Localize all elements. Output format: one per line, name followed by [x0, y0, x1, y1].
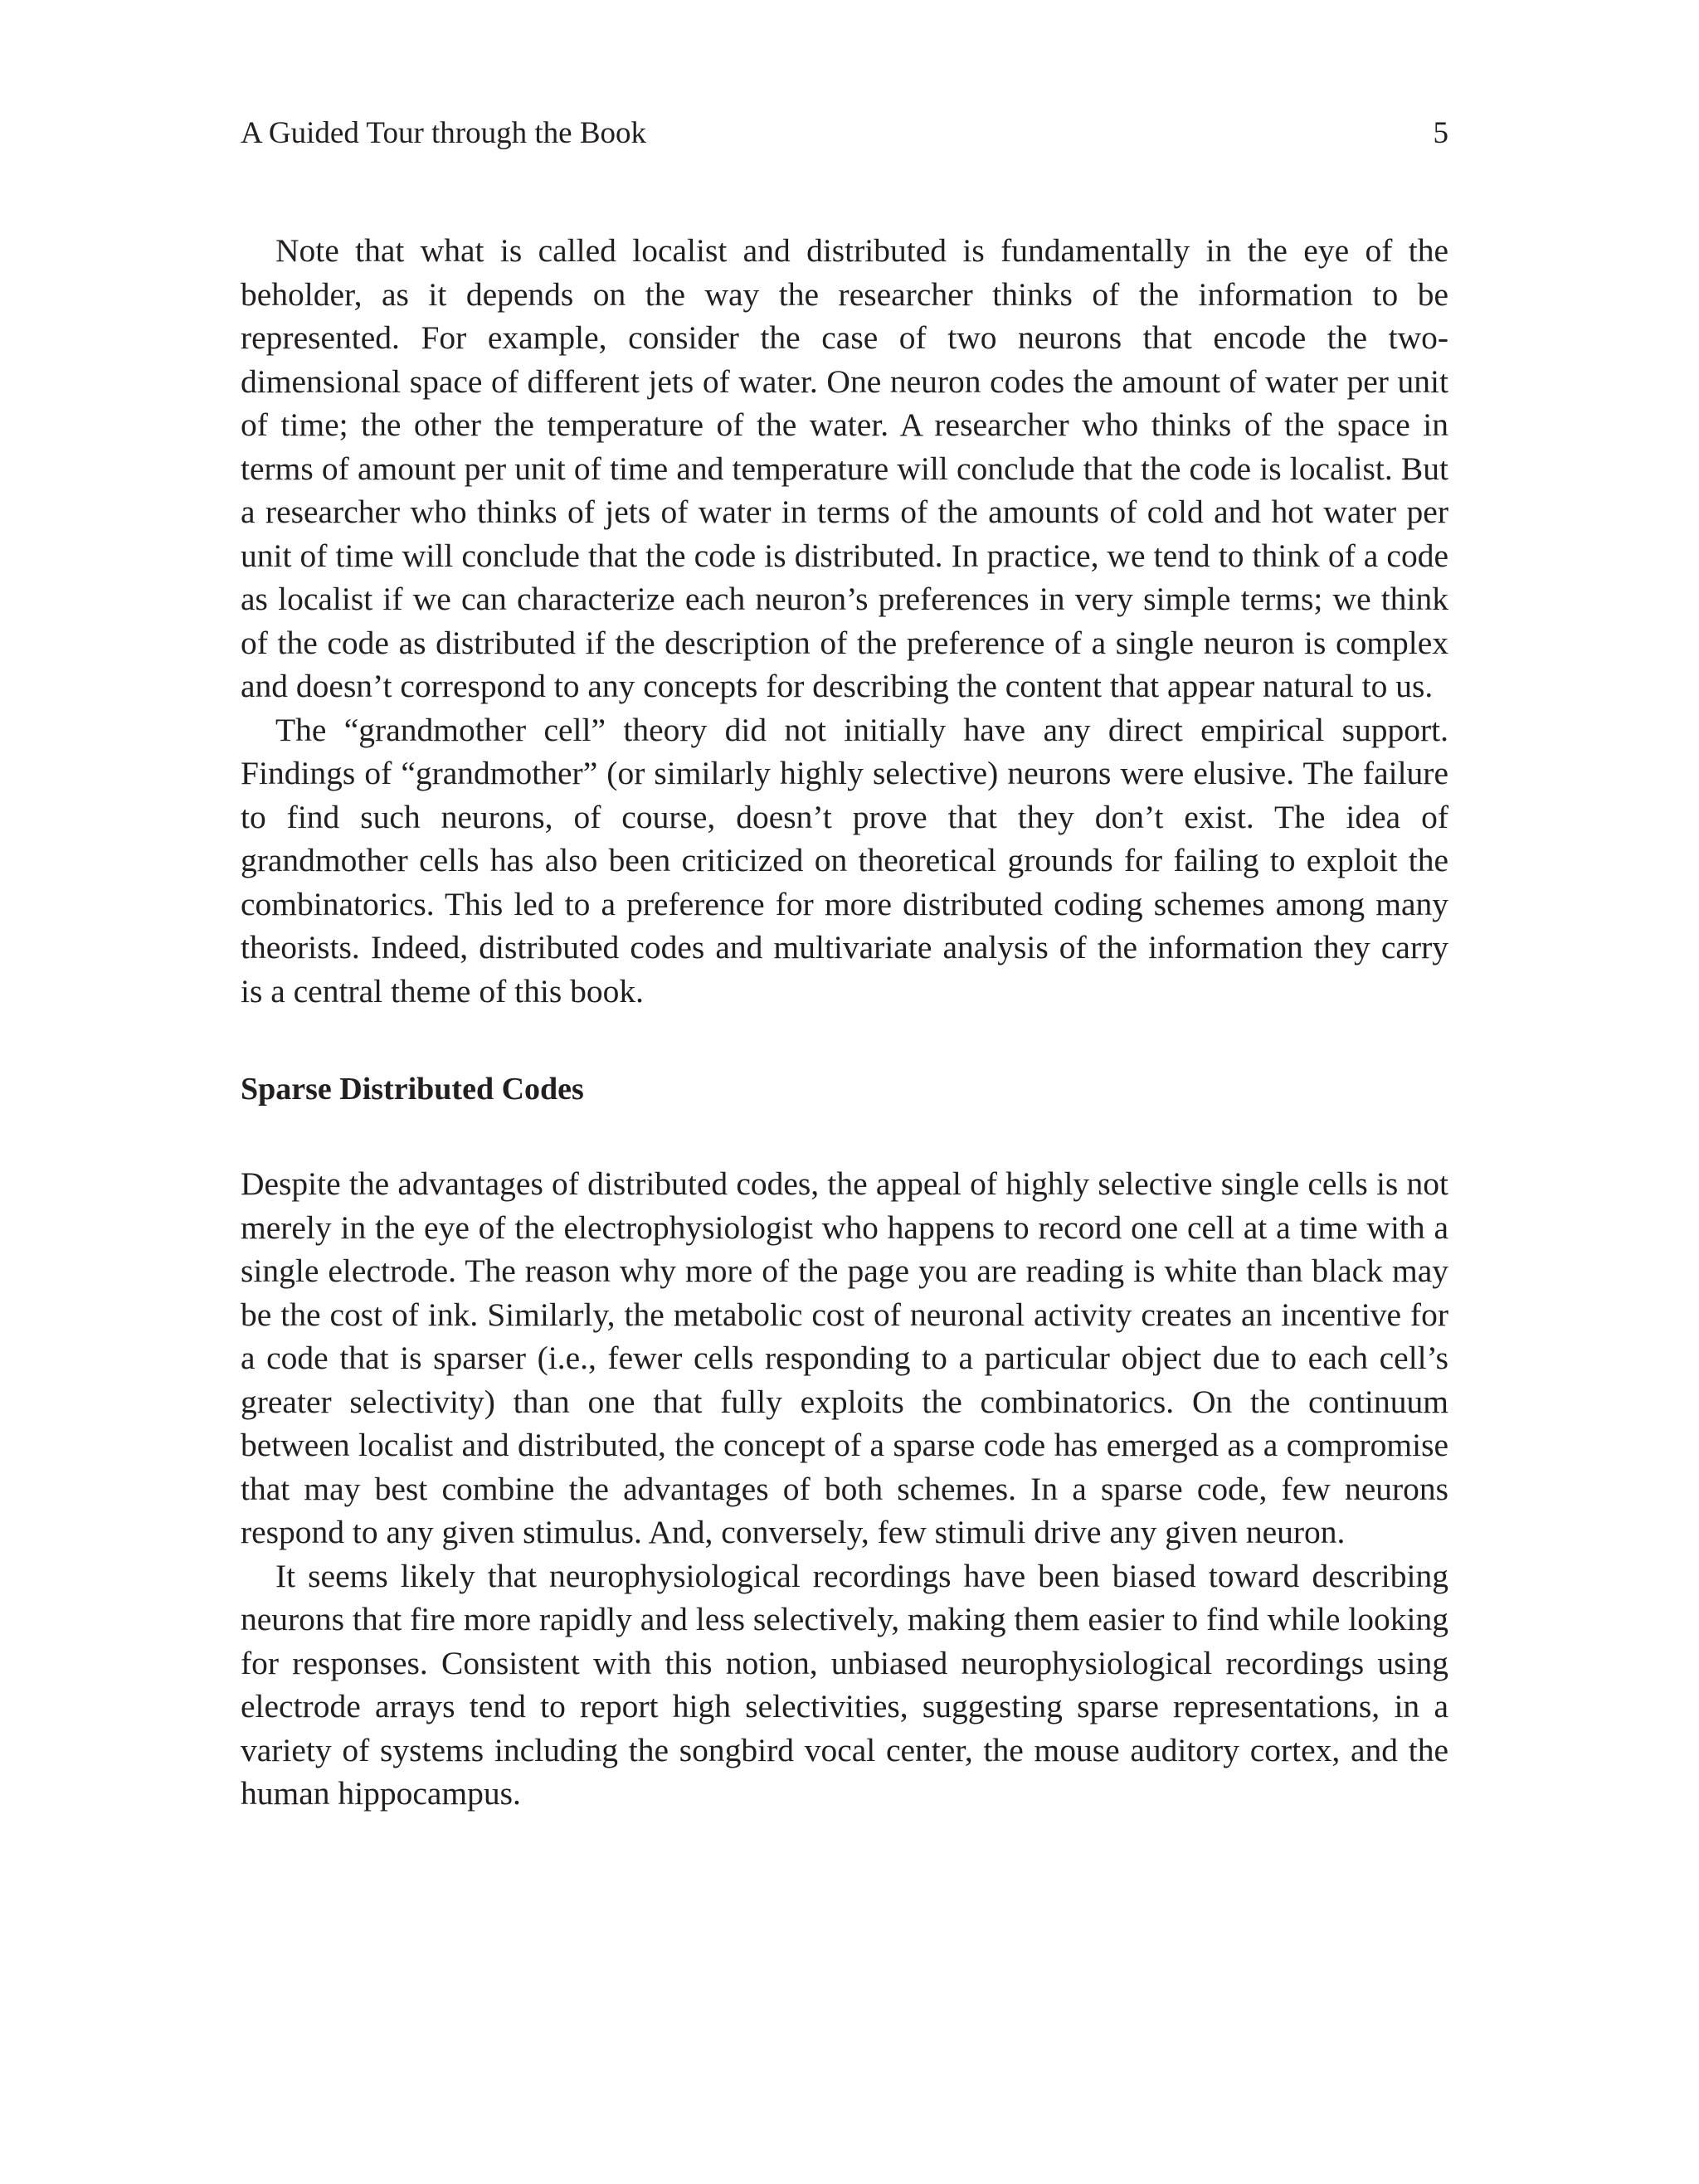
section-heading-sparse-distributed-codes: Sparse Distributed Codes [241, 1072, 584, 1107]
running-header-title: A Guided Tour through the Book [241, 116, 647, 150]
page-number: 5 [1433, 116, 1448, 150]
body-text [241, 229, 1448, 1816]
paragraph-grandmother-cell: The “grandmother cell” theory did not initially have any direct empirical support. Findings of “grandmother” (or similarly highly selective) neurons were elusive. The failure to find such neurons, of course, doesn’t prove that they don’t exist. The idea of grandmother cells has also been criticized on theoretical grounds for failing to exploit the combinatorics. This led to a preference for more distributed coding schemes among many theorists. Indeed, distributed codes and multivariate analysis of the information they carry is a central theme of this book. [241, 711, 1448, 1009]
paragraph-recording-bias: It seems likely that neurophysiological recordings have been biased toward describing neurons that fire more rapidly and less selectively, making them easier to find while looking for responses. Consistent with this notion, unbiased neurophysiological recordings using electrode arrays tend to report high selectivities, suggesting sparse representations, in a variety of systems including the songbird vocal center, the mouse auditory cortex, and the human hippocampus. [241, 1557, 1448, 1812]
paragraph-localist-distributed: Note that what is called localist and distributed is fundamentally in the eye of the beholder, as it depends on the way the researcher thinks of the information to be represented. For example, consider the case of two neurons that encode the two-dimensional space of different jets of water. One neuron codes the amount of water per unit of time; the other the temperature of the water. A researcher who thinks of the space in terms of amount per unit of time and temperature will conclude that the code is localist. But a researcher who thinks of jets of water in terms of the amounts of cold and hot water per unit of time will conclude that the code is distributed. In practice, we tend to think of a code as localist if we can characterize each neuron’s preferences in very simple terms; we think of the code as distributed if the description of the preference of a single neuron is complex and doesn’t correspond to any concepts for describing the content that appear natural to us. [241, 232, 1448, 704]
running-header [241, 113, 1448, 154]
paragraph-sparse-code-advantages: Despite the advantages of distributed codes, the appeal of highly selective single cells is not merely in the eye of the electrophysiologist who happens to record one cell at a time with a single electrode. The reason why more of the page you are reading is white than black may be the cost of ink. Similarly, the metabolic cost of neuronal activity creates an incentive for a code that is sparser (i.e., fewer cells responding to a particular object due to each cell’s greater selectivity) than one that fully exploits the combinatorics. On the continuum between localist and distributed, the concept of a sparse code has emerged as a compromise that may best combine the advantages of both schemes. In a sparse code, few neurons respond to any given stimulus. And, conversely, few stimuli drive any given neuron. [241, 1165, 1448, 1550]
